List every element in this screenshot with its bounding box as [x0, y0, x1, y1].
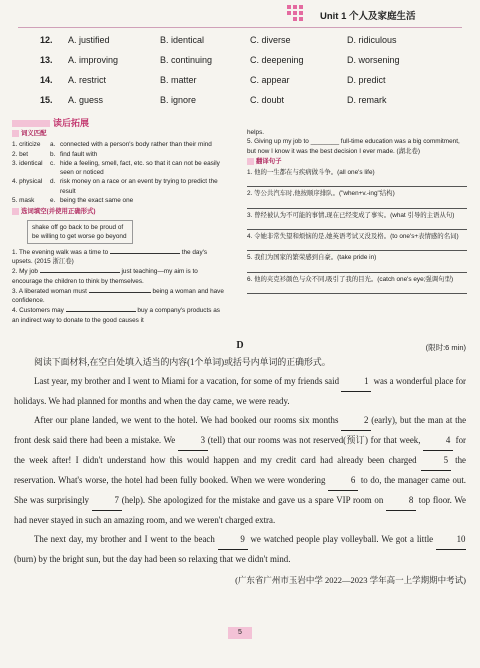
fill-text: buy a company's products as an indirect way to donate to the good causes it — [12, 307, 220, 324]
option-row — [40, 55, 460, 75]
option-a: A. restrict — [68, 75, 107, 85]
left-column — [12, 128, 228, 325]
vocab-definition: risk money on a race or an event by trying to predict the result — [60, 178, 218, 195]
vocab-item — [12, 159, 228, 178]
writing-line[interactable] — [247, 177, 467, 187]
right-column — [247, 128, 467, 296]
vocab-letter: c. — [50, 159, 55, 167]
vocab-definition: being the exact same one — [60, 197, 134, 205]
paragraph: Last year, my brother and I went to Miami for a vacation, for some of my friends said 1 was a wonderful place for holidays. We had planned for months and when the day came, we were ready. — [14, 372, 466, 411]
answer-blank[interactable]: 5 — [421, 451, 451, 471]
passage-letter: D — [236, 340, 244, 351]
paragraph: The next day, my brother and I went to the beach 9 we watched people play volleyball. We got a little 10(burn) by the bright sun, but the day had been so relaxing that we didn't mind. — [14, 530, 466, 569]
continued-text: helps. — [247, 129, 265, 136]
option-d: D. worsening — [347, 55, 400, 65]
fill-item — [12, 286, 228, 306]
writing-line[interactable] — [247, 263, 467, 273]
vocab-subtitle — [12, 129, 228, 138]
answer-blank[interactable]: 2 — [341, 411, 371, 431]
word-box-line: be willing to get worse go beyond — [32, 232, 127, 240]
option-b: B. matter — [160, 75, 197, 85]
header-decoration — [287, 5, 307, 23]
option-row — [40, 75, 460, 95]
fill-subtitle — [12, 207, 228, 216]
word-box — [27, 220, 133, 244]
option-d: D. predict — [347, 75, 386, 85]
fill-item — [12, 305, 228, 325]
vocab-item — [12, 140, 228, 149]
section-title-text: 读后拓展 — [53, 118, 90, 128]
vocab-item — [12, 177, 228, 196]
question-number: 14. — [40, 75, 53, 85]
vocab-definition: connected with a person's body rather than their mind — [60, 141, 212, 149]
translate-subtitle — [247, 157, 467, 166]
bookmark-icon — [247, 158, 254, 165]
translate-item: 5. 我们为国家的繁荣感到自豪。(take pride in) — [247, 254, 377, 262]
fill-text: 3. A liberated woman must — [12, 287, 87, 295]
answer-blank[interactable]: 10 — [436, 530, 466, 550]
answer-blank[interactable] — [89, 286, 151, 293]
option-c: C. doubt — [250, 95, 285, 105]
unit-header: Unit 1 个人及家庭生活 — [320, 11, 416, 22]
fill-text: 2. My job — [12, 268, 38, 276]
translate-item: 2. 等公共汽车时,他按顺序排队。("when+v.-ing"结构) — [247, 190, 395, 198]
paragraph: After our plane landed, we went to the hotel. We had booked our rooms six months 2 (early), but the man at the front desk said there had been a mistake. We 3 (tell) that our rooms was not reserved(预订) for that week, 4 for the week after! I didn't understand how this would happen and my credit card had already been charged 5 the reservation. What's worse, the hotel had been fully booked. When we were wondering 6 to do, the manager came out. She was surprisingly 7 (help). She apologized for the mistake and gave us a spare VIP room on 8 top floor. We had never stayed in such an amazing room, and we weren't charged extra. — [14, 411, 466, 530]
vocab-letter: d. — [50, 178, 56, 186]
translate-item: 6. 他的夹克衫颜色与众不同,吸引了我的目光。(catch one's eye;强调句型) — [247, 275, 454, 283]
answer-blank[interactable]: 3 — [178, 431, 208, 451]
answer-blank[interactable]: 1 — [341, 372, 371, 392]
section-bar-icon — [12, 120, 50, 127]
translate-item: 1. 他的一生都在与疾病做斗争。(all one's life) — [247, 169, 375, 177]
translate-item: 4. 令她非常失望和烦恼的是,她英语考试又没及格。(to one's+表情感的名词) — [247, 233, 459, 241]
source-note: (广东省广州市玉岩中学 2022—2023 学年高一上学期期中考试) — [235, 575, 466, 585]
fill-text: being a woman and have confidence. — [12, 287, 224, 305]
vocab-item — [12, 196, 228, 205]
option-c: C. appear — [250, 75, 290, 85]
option-row — [40, 95, 460, 115]
fill-item — [12, 266, 228, 286]
fill-item-5: 5. Giving up my job to ________ full-time education was a big commitment, but now I know it was the best decision I ever made. (湖北卷) — [247, 138, 460, 155]
vocab-word: 4. physical — [12, 178, 43, 186]
option-b: B. continuing — [160, 55, 213, 65]
fill-text: the day's upsets. (2015 浙江卷) — [12, 248, 208, 265]
answer-blank[interactable]: 4 — [423, 431, 453, 451]
bookmark-icon — [12, 130, 19, 137]
vocab-item — [12, 150, 228, 159]
option-b: B. ignore — [160, 95, 197, 105]
word-box-line: shake off go back to be proud of — [32, 223, 124, 231]
answer-options — [40, 35, 460, 115]
writing-line[interactable] — [247, 284, 467, 294]
fill-text: 4. Customers may — [12, 307, 64, 315]
writing-line[interactable] — [247, 241, 467, 251]
answer-blank[interactable]: 8 — [386, 491, 416, 511]
translate-item: 3. 曾经被认为不可能的事情,现在已经变成了事实。(what 引导的主语从句) — [247, 211, 455, 219]
bookmark-icon — [12, 208, 19, 215]
question-number: 13. — [40, 55, 53, 65]
page-number: 5 — [228, 627, 252, 639]
translate-title-text: 翻译句子 — [256, 157, 282, 165]
vocab-word: 1. criticize — [12, 141, 41, 149]
answer-blank[interactable]: 7 — [92, 491, 122, 511]
option-a: A. justified — [68, 35, 110, 45]
time-limit: (限时:6 min) — [425, 343, 466, 352]
vocab-definition: find fault with — [60, 150, 98, 158]
option-a: A. guess — [68, 95, 104, 105]
question-number: 12. — [40, 35, 53, 45]
question-number: 15. — [40, 95, 53, 105]
fill-text: just teaching—my aim is to encourage the children to think by themselves. — [12, 268, 198, 285]
writing-line[interactable] — [247, 199, 467, 209]
vocab-title-text: 词义匹配 — [21, 130, 47, 137]
answer-blank[interactable] — [66, 305, 136, 312]
answer-blank[interactable]: 6 — [328, 471, 358, 491]
vocab-letter: e. — [50, 197, 56, 205]
fill-title-text: 选词填空(并使用正确形式) — [21, 208, 96, 216]
vocab-word: 3. identical — [12, 159, 43, 167]
answer-blank[interactable] — [40, 266, 120, 273]
option-a: A. improving — [68, 55, 119, 65]
option-b: B. identical — [160, 35, 205, 45]
cloze-passage — [14, 353, 466, 569]
fill-text: 1. The evening walk was a time to — [12, 248, 109, 256]
vocab-letter: b. — [50, 150, 56, 158]
instructions: 阅读下面材料,在空白处填入适当的内容(1个单词)或括号内单词的正确形式。 — [34, 357, 331, 367]
option-c: C. diverse — [250, 35, 291, 45]
vocab-word: 2. bet — [12, 150, 28, 158]
header-rule — [18, 27, 462, 28]
answer-blank[interactable] — [110, 247, 180, 254]
vocab-word: 5. mask — [12, 197, 35, 205]
fill-item — [12, 247, 228, 267]
option-c: C. deepening — [250, 55, 304, 65]
vocab-letter: a. — [50, 141, 56, 149]
answer-blank[interactable]: 9 — [218, 530, 248, 550]
writing-line[interactable] — [247, 220, 467, 230]
vocab-definition: hide a feeling, smell, fact, etc. so that it can not be easily seen or noticed — [60, 159, 220, 177]
option-d: D. remark — [347, 95, 387, 105]
option-row — [40, 35, 460, 55]
option-d: D. ridiculous — [347, 35, 397, 45]
